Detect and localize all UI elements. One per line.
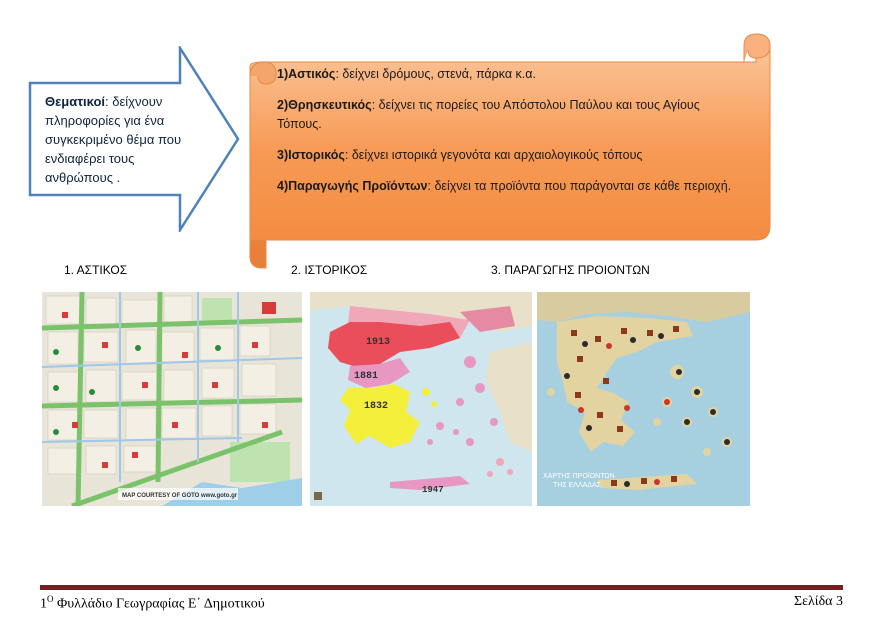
scroll-item-products [277,178,731,195]
scroll-item-text: : δείχνει δρόμους, στενά, πάρκα κ.α. [335,67,536,81]
scroll-item-title: 2)Θρησκευτικός [277,98,372,112]
page-number: Σελίδα 3 [793,594,843,609]
scroll-item-text: : δείχνει τα προϊόντα που παράγονται σε κάθε περιοχή. [427,179,732,193]
scroll-item-title: 4)Παραγωγής Προϊόντων [277,179,428,193]
history-year-1947: 1947 [422,485,444,495]
caption-urban: 1. ΑΣΤΙΚΟΣ [64,263,128,277]
scroll-item-title: 1)Αστικός [277,67,336,81]
scroll-item-religious [277,97,700,114]
footer-superscript: Ο [47,594,54,604]
scroll-item-text: Τόπους. [277,117,322,131]
caption-products: 3. ΠΑΡΑΓΩΓΗΣ ΠΡΟΙΟΝΤΩΝ [491,263,650,277]
footer-text: Φυλλάδιο Γεωγραφίας Ε΄ Δημοτικού [53,596,265,612]
history-year-1832: 1832 [364,401,389,412]
scroll-item-text: : δείχνει ιστορικά γεγονότα και αρχαιολογικούς τόπους [344,148,643,162]
products-map-label-2: ΤΗΣ ΕΛΛΑΔΑΣ [553,482,601,489]
callout-term: Θεματικοί [45,94,106,109]
urban-map-image [42,292,302,506]
history-map-image [310,292,532,506]
footer-divider [40,585,843,590]
caption-history: 2. ΙΣΤΟΡΙΚΟΣ [291,263,368,277]
callout-definition: : δείχνουν πληροφορίες για ένα συγκεκριμένο θέμα που ενδιαφέρει τους ανθρώπους . [45,94,182,185]
callout-text [45,92,195,187]
products-map-image [537,292,750,506]
urban-map-credit: MAP COURTESY OF GOTO www.goto.gr [122,493,238,499]
scroll-item-historical [277,147,642,164]
history-year-1913: 1913 [366,337,391,348]
footer-number: 1 [40,596,47,612]
scroll-item-title: 3)Ιστορικός [277,148,345,162]
scroll-item-urban [277,66,536,83]
scroll-item-text: : δείχνει τις πορείες του Απόστολου Παύλου και τους Αγίους [371,98,700,112]
footer-title [40,594,265,613]
products-map-label-1: ΧΑΡΤΗΣ ΠΡΟΪΟΝΤΩΝ [543,473,615,480]
history-year-1881: 1881 [354,371,379,382]
scroll-item-religious-continued [277,116,322,133]
